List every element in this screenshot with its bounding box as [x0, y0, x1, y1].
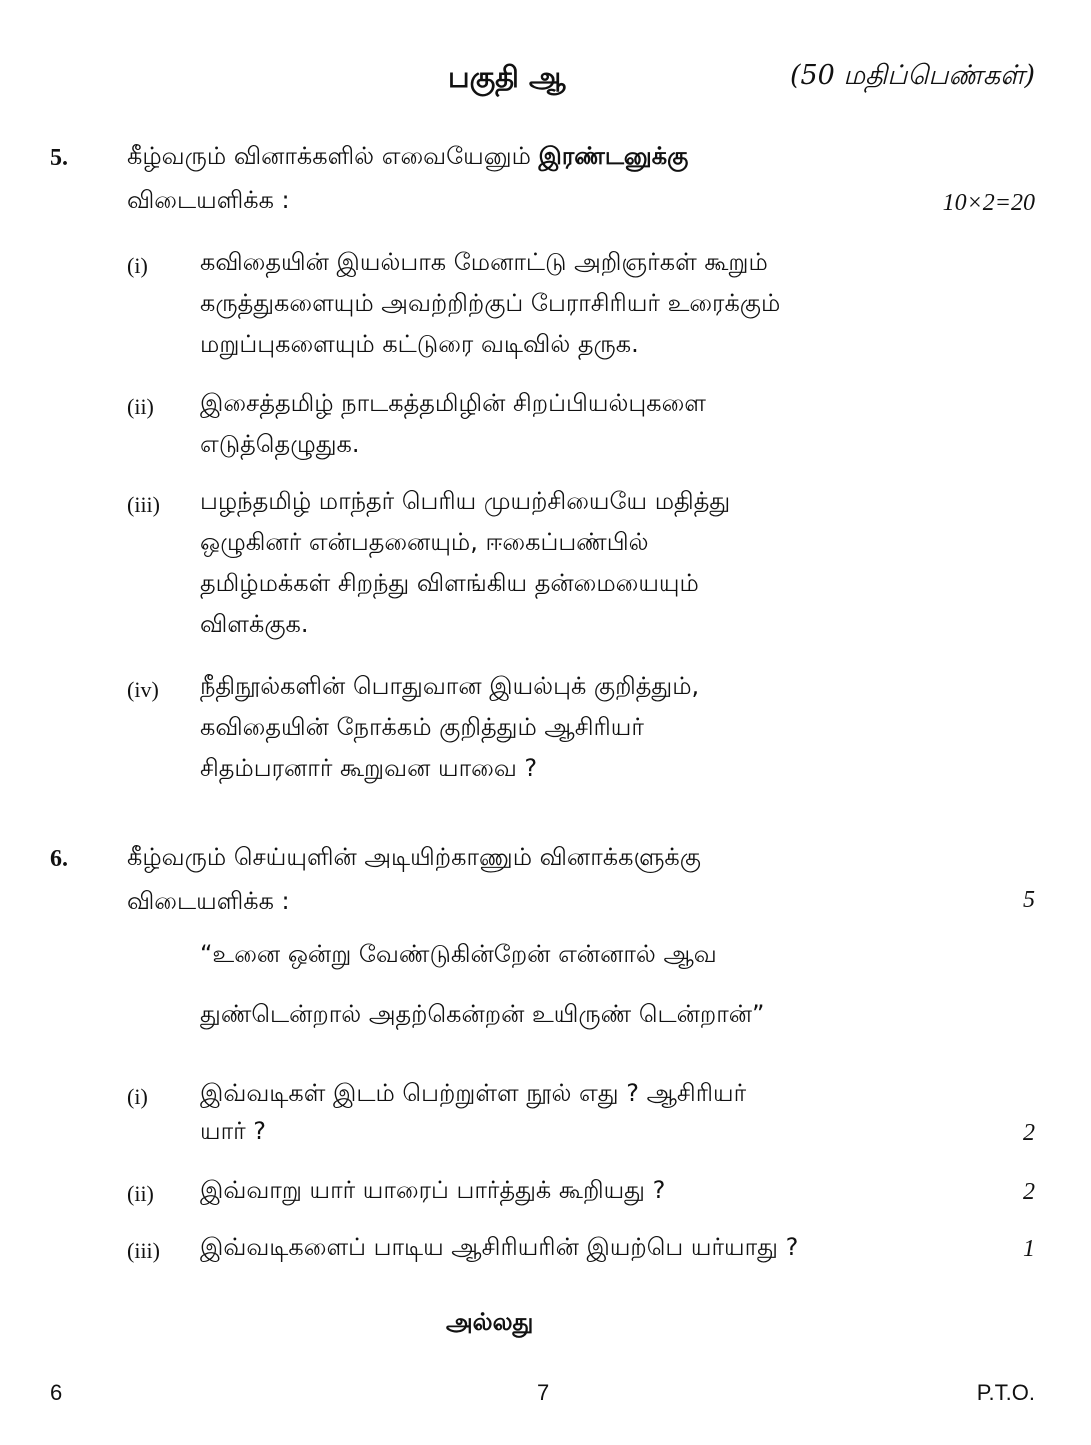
q5-sub-iii-line: தமிழ்மக்கள் சிறந்து விளங்கிய தன்மையையும்: [200, 569, 699, 597]
pto-label: P.T.O.: [976, 1380, 1035, 1405]
q6-sub-iii-marks: 1: [1023, 1236, 1035, 1262]
question-6-marks: 5: [1023, 887, 1035, 913]
question-5-line2: விடையளிக்க :: [127, 186, 290, 214]
q5-sub-i-line: கவிதையின் இயல்பாக மேனாட்டு அறிஞர்கள் கூறும்: [200, 248, 768, 276]
q6-sub-i-line: இவ்வடிகள் இடம் பெற்றுள்ள நூல் எது ? ஆசிரியர்: [200, 1079, 747, 1107]
q5-sub-iv-line: சிதம்பரனார் கூறுவன யாவை ?: [200, 754, 538, 782]
q5-sub-ii-text: [200, 383, 706, 465]
q5-sub-iii-number: (iii): [127, 492, 160, 517]
q6-sub-iii-line: இவ்வடிகளைப் பாடிய ஆசிரியரின் இயற்பெ யர்யாது ?: [200, 1233, 799, 1261]
q6-sub-ii-text: [200, 1170, 665, 1211]
question-5-line1-prefix: கீழ்வரும் வினாக்களில் எவையேனும்: [127, 142, 539, 170]
q5-sub-iii-line: பழந்தமிழ் மாந்தர் பெரிய முயற்சியையே மதித்து: [200, 487, 731, 515]
section-marks: (50 மதிப்பெண்கள்): [789, 60, 1035, 91]
q6-sub-ii-line: இவ்வாறு யார் யாரைப் பார்த்துக் கூறியது ?: [200, 1176, 666, 1204]
q5-sub-ii-line: இசைத்தமிழ் நாடகத்தமிழின் சிறப்பியல்புகளை: [200, 389, 706, 417]
q5-sub-iv-text: [200, 666, 699, 789]
page-number: 7: [537, 1380, 550, 1405]
q6-sub-ii-number: (ii): [127, 1181, 154, 1206]
q5-sub-iv-line: கவிதையின் நோக்கம் குறித்தும் ஆசிரியர்: [200, 713, 644, 741]
q6-sub-iii-text: [200, 1227, 798, 1268]
question-5-text: [127, 134, 688, 222]
question-5-line1-bold: இரண்டனுக்கு: [538, 142, 689, 170]
q5-sub-i-text: [200, 242, 780, 365]
question-6-text: [127, 835, 701, 923]
q6-sub-ii-marks: 2: [1023, 1179, 1035, 1205]
q5-sub-iii-line: ஒழுகினர் என்பதனையும், ஈகைப்பண்பில்: [200, 528, 649, 556]
q6-sub-i-line: யார் ?: [200, 1117, 267, 1145]
question-5-marks: 10×2=20: [942, 190, 1035, 216]
q6-sub-i-number: (i): [127, 1084, 148, 1109]
q5-sub-i-line: கருத்துகளையும் அவற்றிற்குப் பேராசிரியர் உரைக்கும்: [200, 289, 781, 317]
q5-sub-iii-text: [200, 481, 730, 645]
question-6-line1: கீழ்வரும் செய்யுளின் அடியிற்காணும் வினாக்களுக்கு: [127, 843, 701, 871]
verse-line-1: “உனை ஒன்று வேண்டுகின்றேன் என்னால் ஆவ: [200, 940, 717, 968]
section-title: பகுதி ஆ: [448, 60, 566, 94]
question-6-line2: விடையளிக்க :: [127, 887, 290, 915]
q5-sub-iii-line: விளக்குக.: [200, 610, 309, 638]
footer-code: 6: [50, 1380, 63, 1405]
q6-sub-i-marks: 2: [1023, 1120, 1035, 1146]
q5-sub-ii-number: (ii): [127, 394, 154, 419]
q5-sub-i-number: (i): [127, 253, 148, 278]
q5-sub-i-line: மறுப்புகளையும் கட்டுரை வடிவில் தருக.: [200, 330, 639, 358]
q6-sub-iii-number: (iii): [127, 1238, 160, 1263]
q5-sub-iv-line: நீதிநூல்களின் பொதுவான இயல்புக் குறித்தும்,: [200, 672, 700, 700]
q5-sub-iv-number: (iv): [127, 677, 159, 702]
question-6-number: 6.: [50, 846, 68, 872]
or-text: அல்லது: [446, 1308, 534, 1336]
question-5-number: 5.: [50, 145, 68, 171]
q6-sub-i-text: [200, 1074, 746, 1150]
q5-sub-ii-line: எடுத்தெழுதுக.: [200, 430, 360, 458]
verse-line-2: துண்டென்றால் அதற்கென்றன் உயிருண் டென்றான்”: [200, 1000, 765, 1028]
